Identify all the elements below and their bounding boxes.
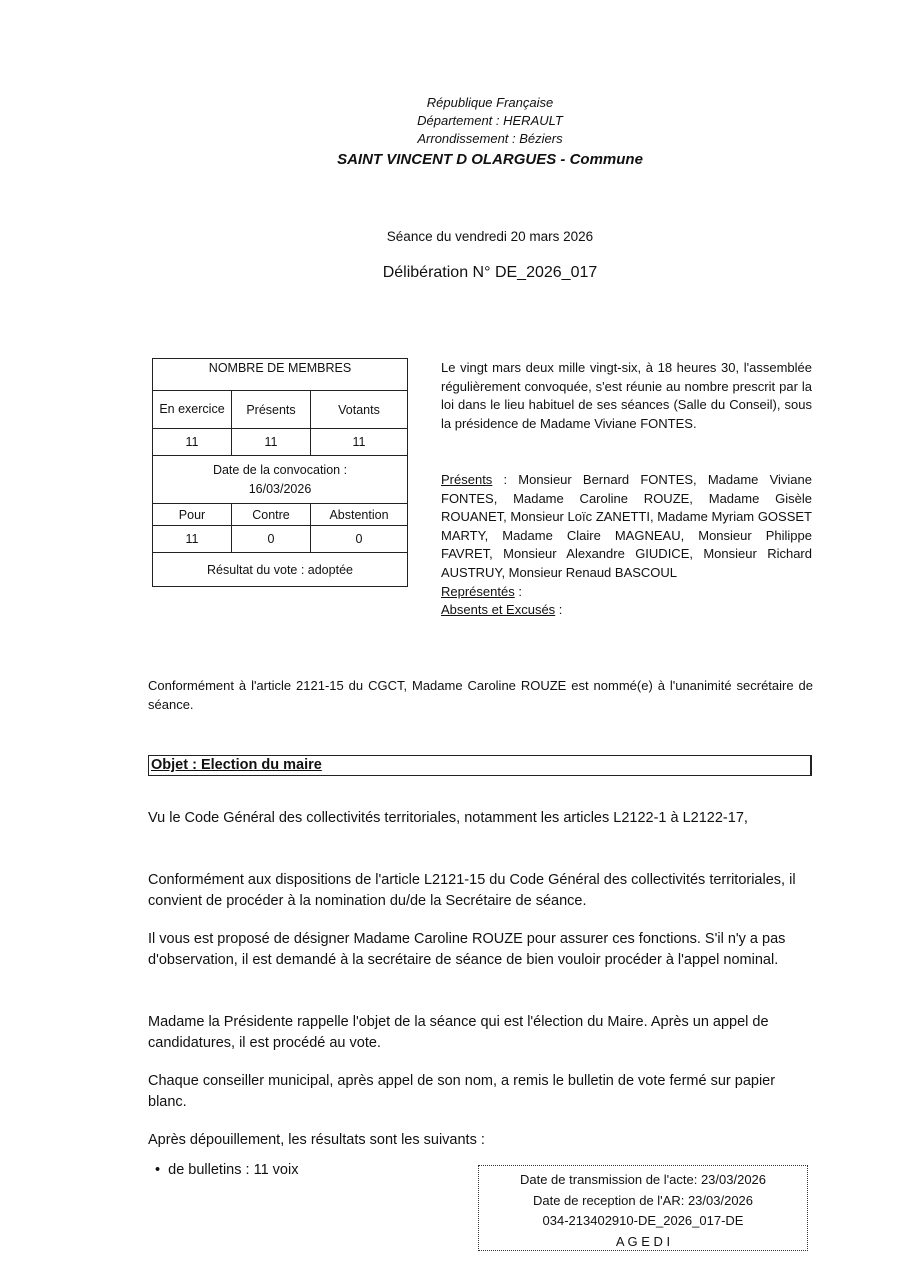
deliberation-number: Délibération N° DE_2026_017 [382,264,598,281]
intro-text: Le vingt mars deux mille vingt-six, à 18 heures 30, l'assemblée régulièrement convoquée, s'est réunie au nombre prescrit par la loi dans le lieu habituel de ses séances (Salle du Conseil), sous la présidence de Madame Viviane FONTES. [441,360,812,431]
bullet-icon: • [155,1162,161,1178]
pour-label: Pour [153,504,232,526]
presents-label: Présents [441,472,493,487]
convocation-label: Date de la convocation : [212,462,348,477]
paragraph-1: Vu le Code Général des collectivités territoriales, notamment les articles L2122-1 à L2122-17, [148,810,748,826]
paragraph-6: Après dépouillement, les résultats sont les suivants : [148,1132,485,1148]
republique: République Française [426,95,554,110]
objet-title: Objet : Election du maire [151,757,322,773]
vote-result: Résultat du vote : adoptée [153,553,408,587]
representes-label: Représentés [441,583,515,599]
col-en-exercice: En exercice [153,391,232,429]
en-exercice-value: 11 [153,429,232,456]
bullet-item [155,1160,455,1181]
paragraph-2: Conformément aux dispositions de l'article L2121-15 du Code Général des collectivités territoriales, il convient de procéder à la nomination du/de la Secrétaire de séance. [148,872,796,909]
members-title: NOMBRE DE MEMBRES [153,359,408,391]
transmission-stamp [478,1165,808,1251]
convocation-date: 16/03/2026 [248,481,312,496]
commune-title: SAINT VINCENT D OLARGUES - Commune [337,151,643,168]
stamp-reception: Date de reception de l'AR: 23/03/2026 [532,1192,754,1208]
stamp-reference: 034-213402910-DE_2026_017-DE [542,1213,744,1228]
contre-value: 0 [232,526,311,553]
absents-label: Absents et Excusés [441,602,556,618]
paragraph-3: Il vous est proposé de désigner Madame Caroline ROUZE pour assurer ces fonctions. S'il n'y a pas d'observation, il est demandé à la secrétaire de séance de bien vouloir procéder à l'appel nominal. [148,931,786,968]
objet-box [148,755,812,776]
stamp-transmission: Date de transmission de l'acte: 23/03/2026 [519,1172,767,1187]
departement: Département : HERAULT [417,113,563,128]
paragraph-4: Madame la Présidente rappelle l'objet de la séance qui est l'élection du Maire. Après un appel de candidatures, il est procédé au vote. [148,1014,769,1051]
paragraph-5: Chaque conseiller municipal, après appel de son nom, a remis le bulletin de vote fermé sur papier blanc. [148,1073,776,1110]
presents-value: 11 [232,429,311,456]
arrondissement: Arrondissement : Béziers [417,131,563,146]
members-table [152,358,408,587]
presents-list: : Monsieur Bernard FONTES, Madame Viviane FONTES, Madame Caroline ROUZE, Madame Gisèle ROUANET, Monsieur Loïc ZANETTI, Madame Myriam GOSSET MARTY, Madame Claire MAGNEAU, Monsieur Philippe FAVRET, Monsieur Alexandre GIUDICE, Monsieur Richard AUSTRUY, Monsieur Renaud BASCOUL [441,472,812,580]
presents-block: Présents : Monsieur Bernard FONTES, Madame Viviane FONTES, Madame Caroline ROUZE, Madame Gisèle ROUANET, Monsieur Loïc ZANETTI, Madame Myriam GOSSET MARTY, Madame Claire MAGNEAU, Monsieur Philippe FAVRET, Monsieur Alexandre GIUDICE, Monsieur Richard AUSTRUY, Monsieur Renaud BASCOUL Représentés : Absents et Excusés : [441,472,812,618]
seance-date: Séance du vendredi 20 mars 2026 [386,229,594,244]
col-presents: Présents [232,391,311,429]
bullet-text: de bulletins : 11 voix [168,1162,299,1178]
abstention-label: Abstention [311,504,408,526]
abstention-value: 0 [311,526,408,553]
col-votants: Votants [311,391,408,429]
contre-label: Contre [232,504,311,526]
pour-value: 11 [153,526,232,553]
stamp-agedi: A G E D I [615,1233,671,1249]
votants-value: 11 [311,429,408,456]
secretaire-text: Conformément à l'article 2121-15 du CGCT, Madame Caroline ROUZE est nommé(e) à l'unanimité secrétaire de séance. [148,678,813,712]
